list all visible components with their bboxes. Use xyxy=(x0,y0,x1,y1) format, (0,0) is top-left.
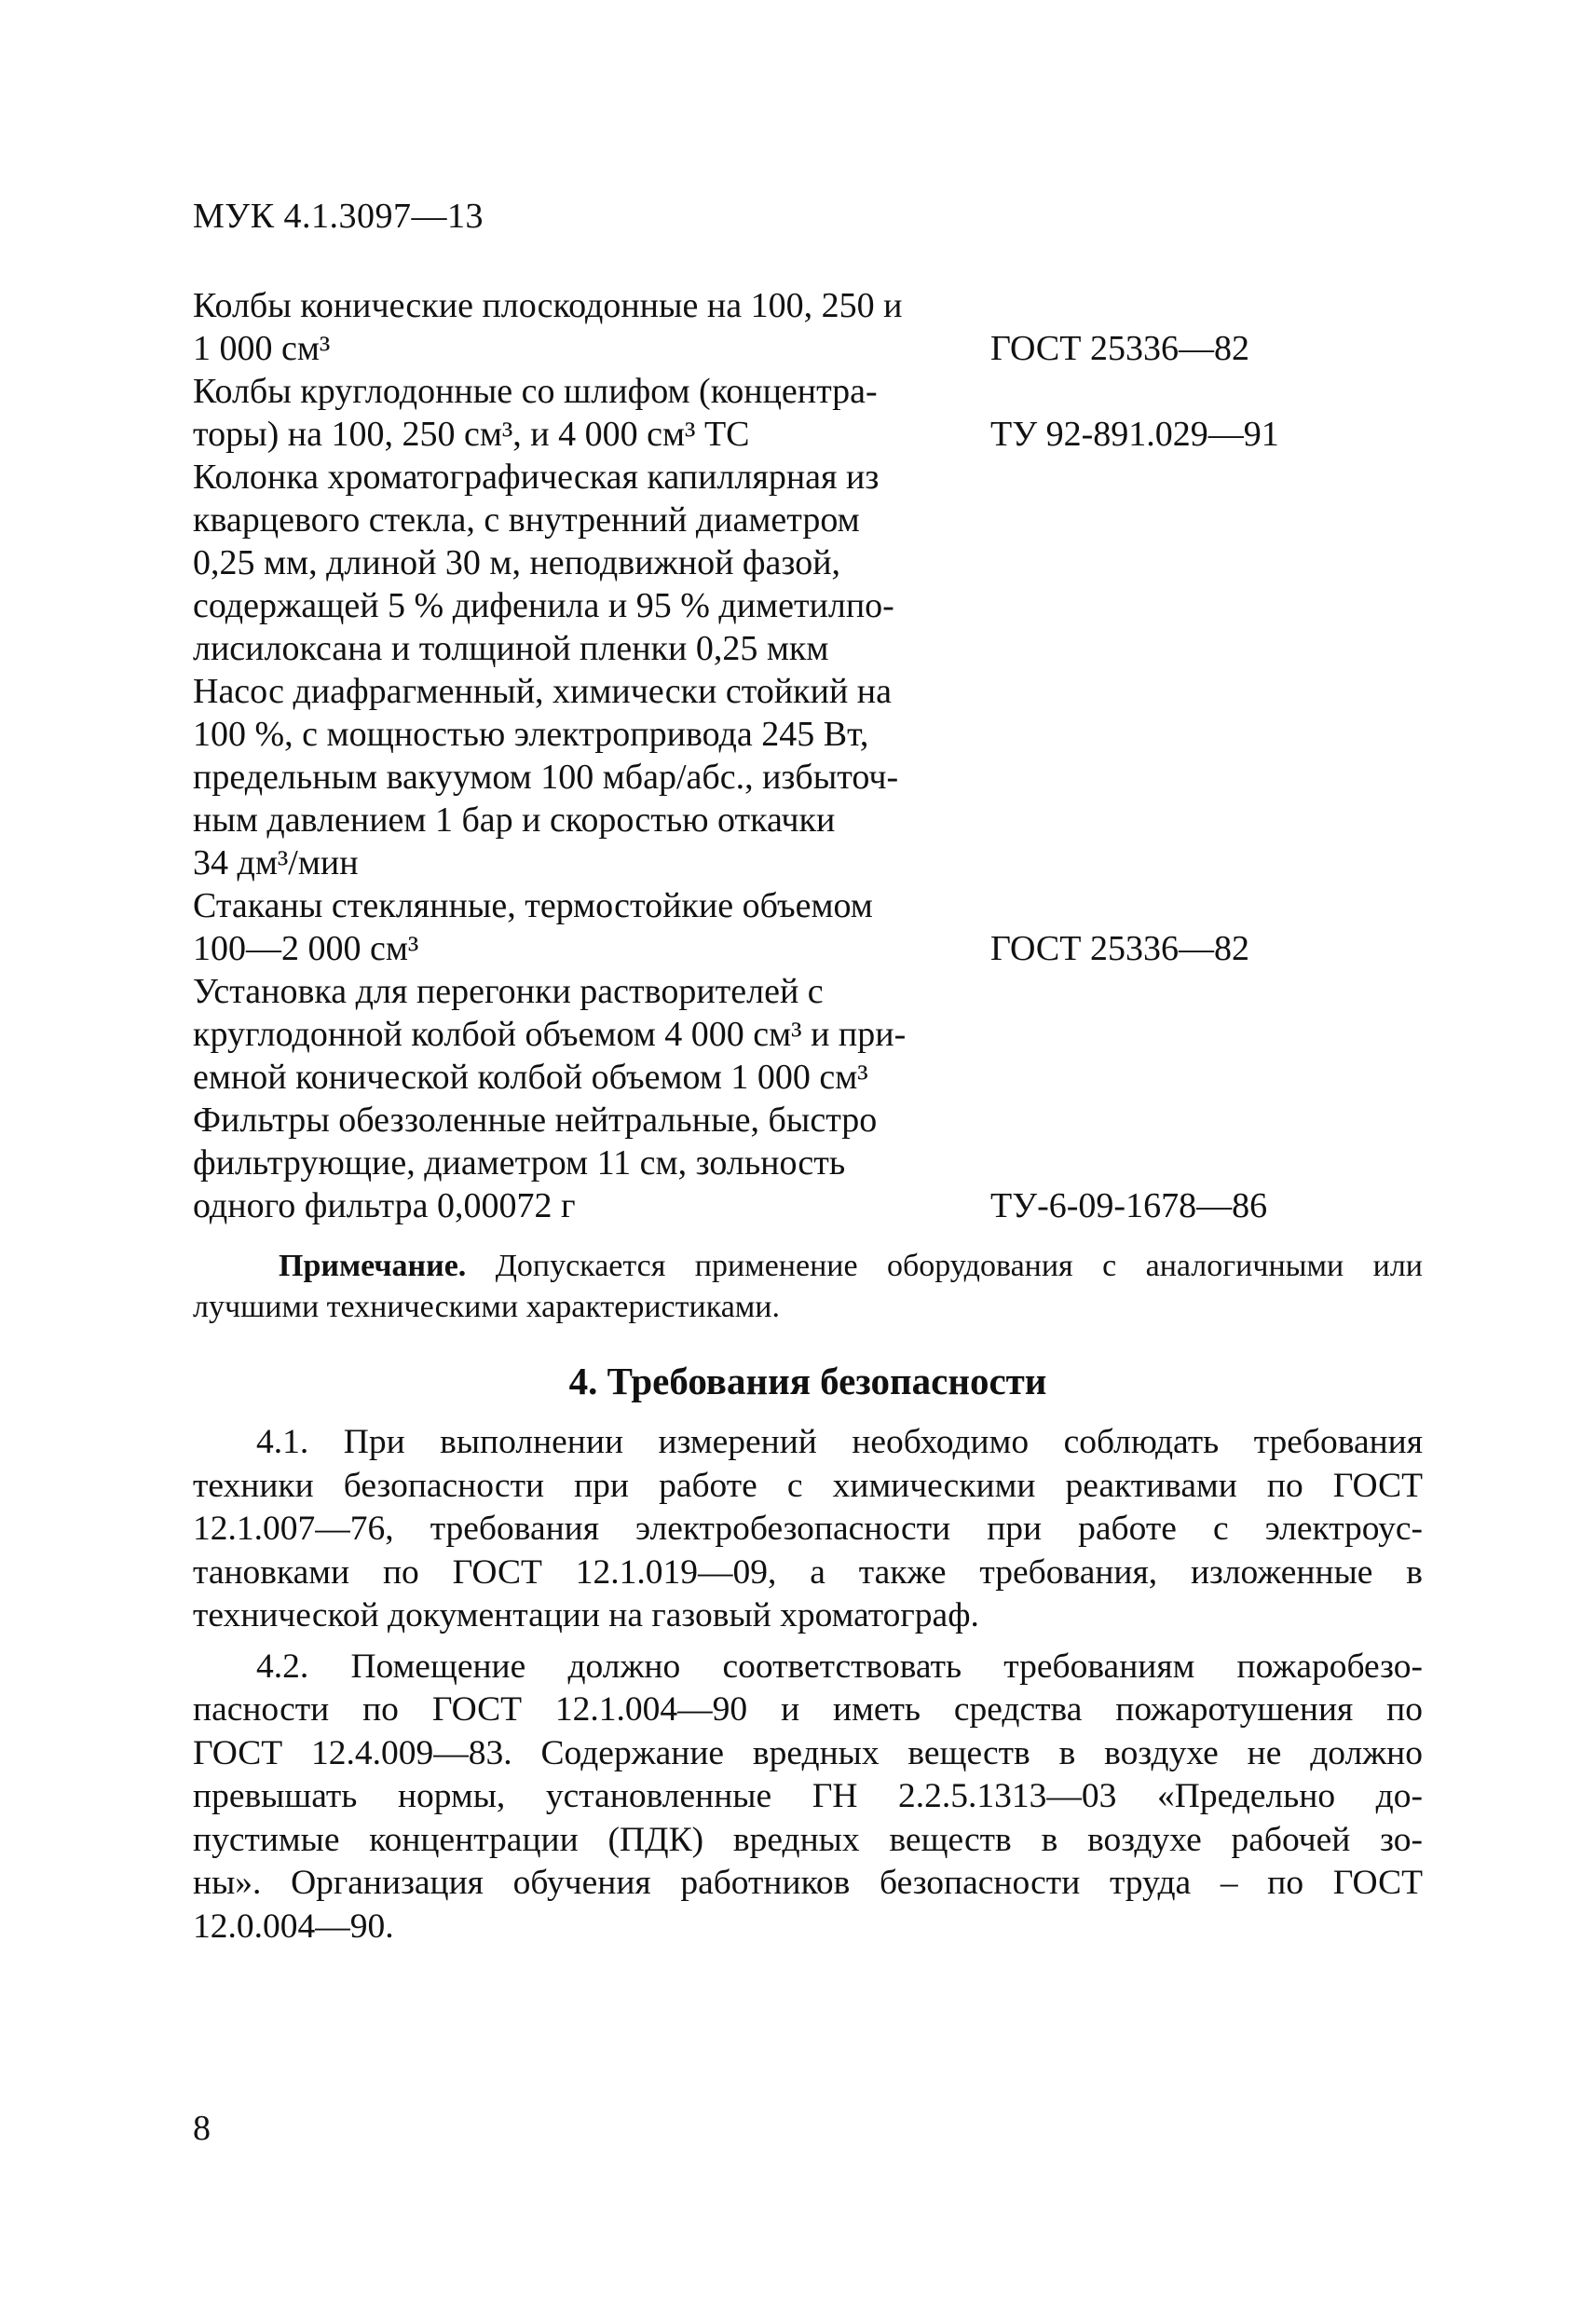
equipment-description xyxy=(193,884,990,970)
note-text: Допускается применение оборудования с аналогичными или лучшими техническими характеристиками. xyxy=(193,1249,1423,1324)
text-line: 4.1. При выполнении измерений необходимо соблюдать требования xyxy=(256,1423,1423,1461)
equipment-item xyxy=(193,456,1423,670)
text-line: Колбы круглодонные со шлифом (концентра- xyxy=(193,372,878,411)
text-line: емной конической колбой объемом 1 000 см³ xyxy=(193,1058,868,1097)
text-line: 100—2 000 см³ xyxy=(193,929,419,968)
equipment-item xyxy=(193,670,1423,884)
equipment-standard: ТУ-6-09-1678—86 xyxy=(990,1186,1268,1225)
text-line: кварцевого стекла, с внутренний диаметром xyxy=(193,500,860,540)
text-line: ны». Организация обучения работников безопасности труда – по ГОСТ xyxy=(193,1864,1423,1902)
equipment-standard: ГОСТ 25336—82 xyxy=(990,329,1249,368)
text-line: 0,25 мм, длиной 30 м, неподвижной фазой, xyxy=(193,543,841,582)
equipment-standard: ГОСТ 25336—82 xyxy=(990,929,1249,968)
equipment-description xyxy=(193,670,990,884)
text-line: технической документации на газовый хроматограф. xyxy=(193,1596,979,1634)
equipment-description xyxy=(193,456,990,670)
text-line: тановками по ГОСТ 12.1.019—09, а также требования, изложенные в xyxy=(193,1552,1423,1592)
text-line: пустимые концентрации (ПДК) вредных веществ в воздухе рабочей зо- xyxy=(193,1820,1423,1859)
text-line: содержащей 5 % дифенила и 95 % диметилпо- xyxy=(193,586,894,625)
text-line: ГОСТ 12.4.009—83. Содержание вредных веществ в воздухе не должно xyxy=(193,1733,1423,1772)
text-line: 34 дм³/мин xyxy=(193,843,359,882)
text-line: техники безопасности при работе с химическими реактивами по ГОСТ xyxy=(193,1466,1423,1505)
text-line: предельным вакуумом 100 мбар/абс., избыточ- xyxy=(193,758,899,797)
section-title: 4. Требования безопасности xyxy=(568,1360,1047,1402)
text-line: Установка для перегонки растворителей с xyxy=(193,972,824,1011)
text-line: фильтрующие, диаметром 11 см, зольность xyxy=(193,1143,846,1183)
text-line: 4.2. Помещение должно соответствовать требованиям пожаробезо- xyxy=(256,1647,1423,1686)
text-line: лисилоксана и толщиной пленки 0,25 мкм xyxy=(193,629,829,668)
text-line: Колонка хроматографическая капиллярная из xyxy=(193,458,880,497)
equipment-description xyxy=(193,284,990,370)
text-line: Стаканы стеклянные, термостойкие объемом xyxy=(193,886,873,925)
equipment-item xyxy=(193,970,1423,1099)
text-line: торы) на 100, 250 см³, и 4 000 см³ ТС xyxy=(193,415,750,454)
equipment-note xyxy=(193,1246,1423,1328)
page-number: 8 xyxy=(193,2109,211,2148)
equipment-description xyxy=(193,370,990,456)
equipment-description xyxy=(193,1099,990,1227)
equipment-list xyxy=(193,284,1423,1227)
text-line: ным давлением 1 бар и скоростью откачки xyxy=(193,800,836,840)
equipment-description xyxy=(193,970,990,1099)
safety-requirements xyxy=(193,1421,1423,1956)
equipment-item xyxy=(193,1099,1423,1227)
equipment-standard: ТУ 92-891.029—91 xyxy=(990,415,1279,454)
text-line: Насос диафрагменный, химически стойкий на xyxy=(193,672,892,711)
text-line: Колбы конические плоскодонные на 100, 250 и xyxy=(193,286,903,325)
equipment-item xyxy=(193,884,1423,970)
text-line: 1 000 см³ xyxy=(193,329,331,368)
text-line: пасности по ГОСТ 12.1.004—90 и иметь средства пожаротушения по xyxy=(193,1690,1423,1729)
text-line: одного фильтра 0,00072 г xyxy=(193,1186,576,1225)
text-line: 100 %, с мощностью электропривода 245 Вт, xyxy=(193,715,869,754)
equipment-item xyxy=(193,370,1423,456)
text-line: Фильтры обеззоленные нейтральные, быстро xyxy=(193,1101,878,1140)
text-line: круглодонной колбой объемом 4 000 см³ и при- xyxy=(193,1015,907,1054)
text-line: 12.1.007—76, требования электробезопасности при работе с электроус- xyxy=(193,1510,1423,1548)
paragraph-4-2 xyxy=(193,1646,1423,1949)
document-code-header: МУК 4.1.3097—13 xyxy=(193,197,484,236)
text-line: 12.0.004—90. xyxy=(193,1907,394,1946)
text-line: превышать нормы, установленные ГН 2.2.5.1313—03 «Предельно до- xyxy=(193,1777,1423,1815)
paragraph-4-1 xyxy=(193,1421,1423,1638)
note-label: Примечание. xyxy=(279,1249,467,1283)
equipment-item xyxy=(193,284,1423,370)
